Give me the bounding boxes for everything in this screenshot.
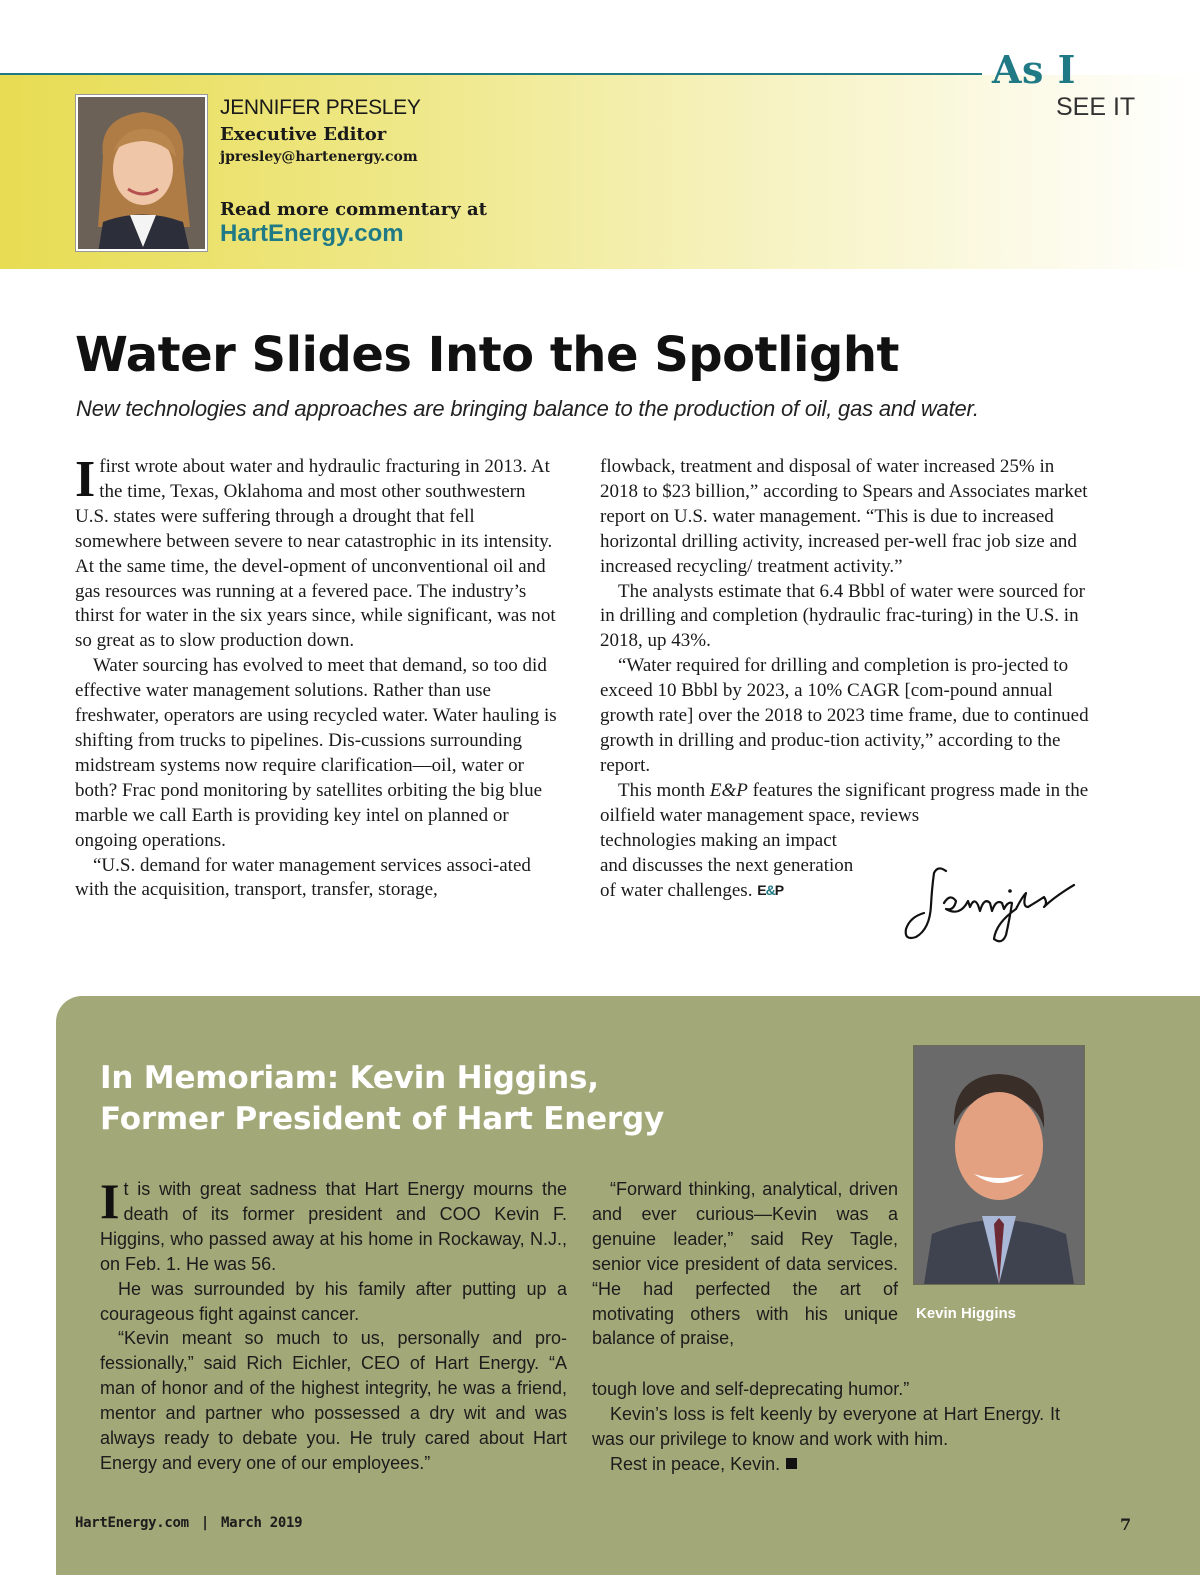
ep-mark-p: P bbox=[774, 882, 784, 899]
paragraph-text: This month bbox=[618, 779, 710, 801]
memoriam-paragraph bbox=[100, 1173, 567, 1277]
memoriam-paragraph: Kevin’s loss is felt keenly by everyone at Hart Energy. It was our privilege to know and work with him. bbox=[592, 1403, 1060, 1449]
ep-mark-e: E bbox=[757, 882, 766, 899]
paragraph-text: Rest in peace, Kevin. bbox=[610, 1453, 781, 1474]
drop-cap: I bbox=[75, 451, 96, 508]
article-column-left bbox=[75, 451, 562, 903]
memoriam-title-line: Former President of Hart Energy bbox=[100, 1101, 665, 1137]
memoriam-paragraph: He was surrounded by his family after putting up a courageous fight against cancer. bbox=[100, 1278, 567, 1324]
article-paragraph-line: technologies making an impact bbox=[600, 829, 837, 851]
article-paragraph-line: and discusses the next generation bbox=[600, 854, 854, 876]
memoriam-paragraph: “Forward thinking, analytical, driven and ever curious—Kevin was a genuine leader,” said Rey Tagle, senior vice president of data services. “He had perfected the art of motivating others with his unique balance of praise, bbox=[592, 1179, 898, 1349]
paragraph-text: features the significant progress made in the oilfield water management space, reviews bbox=[600, 779, 1089, 826]
memoriam-paragraph-line: tough love and self-deprecating humor.” bbox=[592, 1379, 910, 1399]
footer bbox=[75, 1515, 302, 1531]
end-square-icon bbox=[786, 1458, 797, 1469]
memoriam-title-line: In Memoriam: Kevin Higgins, bbox=[100, 1060, 599, 1096]
memoriam-portrait-icon bbox=[914, 1046, 1084, 1284]
memoriam-paragraph: “Kevin meant so much to us, personally and pro-fessionally,” said Rich Eichler, CEO of Hart Energy. “A man of honor and of the highest integrity, he was a friend, mentor and partner who possessed a dry wit and was always ready to debate you. He truly cared about Hart Energy and every one of our employees.” bbox=[100, 1328, 567, 1473]
paragraph-text: t is with great sadness that Hart Energy mourns the death of its former president and COO Kevin F. Higgins, who passed away at his home in Rockaway, N.J., on Feb. 1. He was 56. bbox=[100, 1179, 567, 1274]
memoriam-column-left bbox=[100, 1173, 567, 1476]
article-paragraph bbox=[75, 451, 562, 654]
signature-icon bbox=[898, 857, 1083, 945]
author-photo bbox=[76, 95, 207, 251]
article-paragraph: The analysts estimate that 6.4 Bbbl of water were sourced for in drilling and completion (hydraulic frac-turing) in the U.S. in 2018, up 43%. bbox=[600, 580, 1085, 652]
drop-cap: I bbox=[100, 1173, 120, 1229]
article-paragraph: “U.S. demand for water management services associ-ated with the acquisition, transport, transfer, storage, bbox=[75, 854, 531, 901]
column-subtitle: SEE IT bbox=[1056, 93, 1136, 121]
read-more-label: Read more commentary at bbox=[220, 199, 487, 220]
author-portrait-icon bbox=[78, 97, 207, 251]
memoriam-photo bbox=[914, 1046, 1084, 1284]
header-rule bbox=[0, 73, 982, 75]
author-email-link[interactable]: jpresley@hartenergy.com bbox=[220, 149, 418, 165]
footer-issue: March 2019 bbox=[220, 1515, 303, 1531]
footer-site-link[interactable]: HartEnergy.com bbox=[75, 1515, 189, 1531]
article-paragraph bbox=[600, 779, 1090, 829]
site-link[interactable]: HartEnergy.com bbox=[220, 220, 404, 247]
article-headline: Water Slides Into the Spotlight bbox=[75, 327, 899, 383]
ep-mark-amp: & bbox=[765, 882, 775, 899]
author-role: Executive Editor bbox=[220, 124, 387, 145]
ep-end-mark-icon bbox=[757, 878, 783, 903]
memoriam-photo-caption: Kevin Higgins bbox=[916, 1305, 1017, 1322]
article-deck: New technologies and approaches are bringing balance to the production of oil, gas and water. bbox=[76, 396, 979, 421]
page-number: 7 bbox=[1120, 1515, 1132, 1534]
article-column-right bbox=[600, 455, 1090, 904]
memoriam-column-right-top bbox=[592, 1177, 898, 1351]
paragraph-text: first wrote about water and hydraulic fracturing in 2013. At the time, Texas, Oklahoma and most other southwestern U.S. states were suffering through a drought that fell somewhere between severe to near catastrophic in its intensity. At the same time, the devel-opment of unconventional oil and gas resources was running at a fevered pace. The industry’s thirst for water in the six years since, while significant, was not so great as to slow production down. bbox=[75, 456, 556, 652]
article-paragraph: “Water required for drilling and completion is pro-jected to exceed 10 Bbbl by 2023, a 10% CAGR [com-pound annual growth rate] over the 2018 to 2023 time frame, due to continued growth in drilling and produc-tion activity,” according to the report. bbox=[600, 655, 1089, 776]
article-paragraph: flowback, treatment and disposal of water increased 25% in 2018 to $23 billion,” according to Spears and Associates market report on U.S. water management. “This is due to increased horizontal drilling activity, increased per-well frac job size and increased recycling/ treatment activity.” bbox=[600, 456, 1088, 577]
memoriam-title bbox=[100, 1058, 664, 1140]
memoriam-paragraph bbox=[592, 1452, 1060, 1477]
column-title: As I bbox=[992, 47, 1076, 92]
article-paragraph: Water sourcing has evolved to meet that demand, so too did effective water management solutions. Rather than use freshwater, operators are using recycled water. Water hauling is shifting from trucks to pipelines. Dis-cussions surrounding midstream systems now require clarification—oil, water or both? Frac pond monitoring by satellites orbiting the big blue marble we call Earth is providing key intel on planned or ongoing operations. bbox=[75, 655, 557, 851]
author-name: JENNIFER PRESLEY bbox=[220, 96, 421, 119]
memoriam-column-right-bottom bbox=[592, 1377, 1060, 1477]
magazine-name: E&P bbox=[709, 779, 748, 801]
paragraph-text: of water challenges. bbox=[600, 880, 758, 902]
footer-separator: | bbox=[200, 1515, 209, 1531]
